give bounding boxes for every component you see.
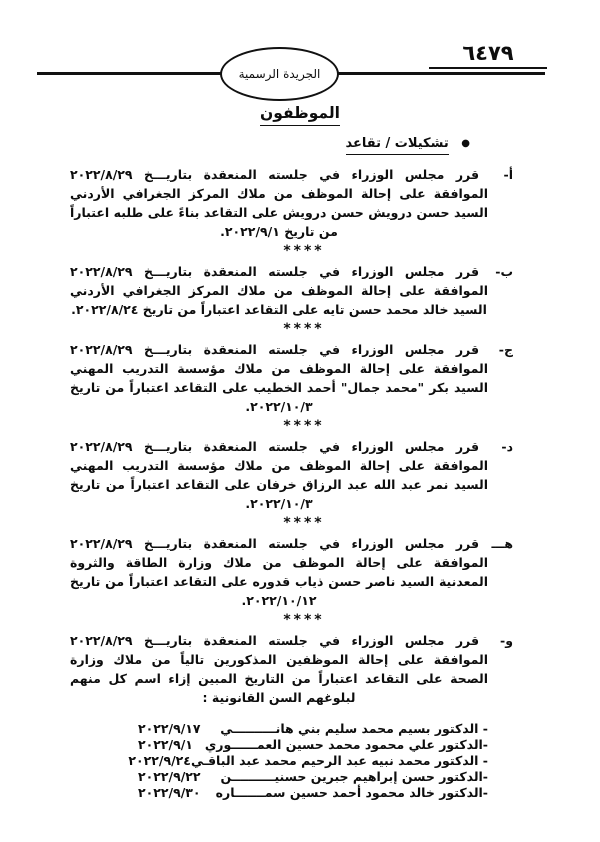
gazette-name: الجريدة الرسمية [238,67,321,81]
section-title-wrap [0,103,600,122]
retirement-date: ٢٠٢٢/٩/٣٠ [138,785,201,800]
retiree-name: -الدكتور خالد محمود أحمد حسين سمـــــــاره [215,785,488,800]
subsection-heading [0,137,470,151]
decree-text: قرر مجلس الوزراء في جلسته المنعقدة بتاريـــخ ٢٠٢٢/٨/٢٩ الموافقة على إحالة الموظف من ملاك المركز الجغرافي الأردني السيد خالد محمد حسن تايه على التقاعد اعتباراً من تاريخ ٢٠٢٢/٨/٢٤. [70,264,488,317]
decrees-list [70,165,513,801]
decree-text: قرر مجلس الوزراء في جلسته المنعقدة بتاريـــخ ٢٠٢٢/٨/٢٩ الموافقة على إحالة الموظف من ملاك مؤسسة التدريب المهني السيد بكر "محمد جمال" أحمد الخطيب على التقاعد اعتباراً من تاريخ ٢٠٢٢/١٠/٣. [70,342,488,414]
retiree-row [138,785,488,801]
item-marker: أ- [503,167,513,182]
gazette-seal-ellipse [220,47,339,101]
decree-text: قرر مجلس الوزراء في جلسته المنعقدة بتاريـــخ ٢٠٢٢/٨/٢٩ الموافقة على إحالة الموظف من ملاك مؤسسة التدريب المهني السيد نمر عبد الله عبد الرزاق خرفان على التقاعد اعتباراً من تاريخ ٢٠٢٢/١٠/٣. [70,439,488,511]
retiree-name: -الدكتور حسن إبراهيم جبرين حسنيــــــــــن [220,769,488,784]
retirement-date: ٢٠٢٢/٩/٢٤ [128,753,191,768]
retiree-name: -الدكتور علي محمود محمد حسين العمــــــوري [204,737,488,752]
page-header [0,0,600,96]
retiree-row [138,737,488,753]
item-separator: **** [283,321,325,337]
item-separator: **** [283,515,325,531]
decree-text: قرر مجلس الوزراء في جلسته المنعقدة بتاريـــخ ٢٠٢٢/٨/٢٩ الموافقة على إحالة الموظف من ملاك وزارة الطاقة والثروة المعدنية السيد ناصر حسن ذياب قدوره على التقاعد اعتباراً من تاريخ ٢٠٢٢/١٠/١٢. [70,536,488,608]
decree-text: قرر مجلس الوزراء في جلسته المنعقدة بتاريـــخ ٢٠٢٢/٨/٢٩ الموافقة على إحالة الموظفين المذكورين تالياً من ملاك وزارة الصحة على التقاعد اعتباراً من التاريخ المبين إزاء اسم كل منهم لبلوغهم السن القانونية : [70,633,488,705]
decree-item-w [70,631,513,707]
decree-item-h [70,534,513,610]
item-marker: د- [501,439,513,454]
decree-item-a [70,165,513,241]
item-marker: ج- [498,342,513,357]
retiree-name: - الدكتور محمد نبيه عبد الرحيم محمد عبد الباقـي [190,753,488,768]
section-title: الموظفون [260,104,340,126]
retirement-date: ٢٠٢٢/٩/٢٢ [138,769,201,784]
page-number: ٦٤٧٩ [429,41,547,69]
decree-text: قرر مجلس الوزراء في جلسته المنعقدة بتاريـــخ ٢٠٢٢/٨/٢٩ الموافقة على إحالة الموظف من ملاك المركز الجغرافي الأردني السيد حسن درويش حسن درويش على التقاعد بناءً على طلبه اعتباراً من تاريخ ٢٠٢٢/٩/١. [70,167,488,239]
item-marker: هـــ [491,536,513,551]
item-marker: و- [500,633,513,648]
retirement-date: ٢٠٢٢/٩/١٧ [138,721,201,736]
item-marker: ب- [495,264,513,279]
item-separator: **** [283,243,325,259]
subsection-label: تشكيلات / تقاعد [346,136,449,155]
decree-item-j [70,340,513,416]
retiree-row [138,721,488,737]
retiree-row [128,753,488,769]
retirement-date: ٢٠٢٢/٩/١ [138,737,193,752]
decree-item-d [70,437,513,513]
item-separator: **** [283,418,325,434]
decree-item-b [70,262,513,319]
retiree-name: - الدكتور بسيم محمد سليم بني هانــــــــــي [220,721,488,736]
retirees-list [128,721,488,801]
item-separator: **** [283,612,325,628]
bullet-icon: ● [461,138,470,149]
retiree-row [138,769,488,785]
